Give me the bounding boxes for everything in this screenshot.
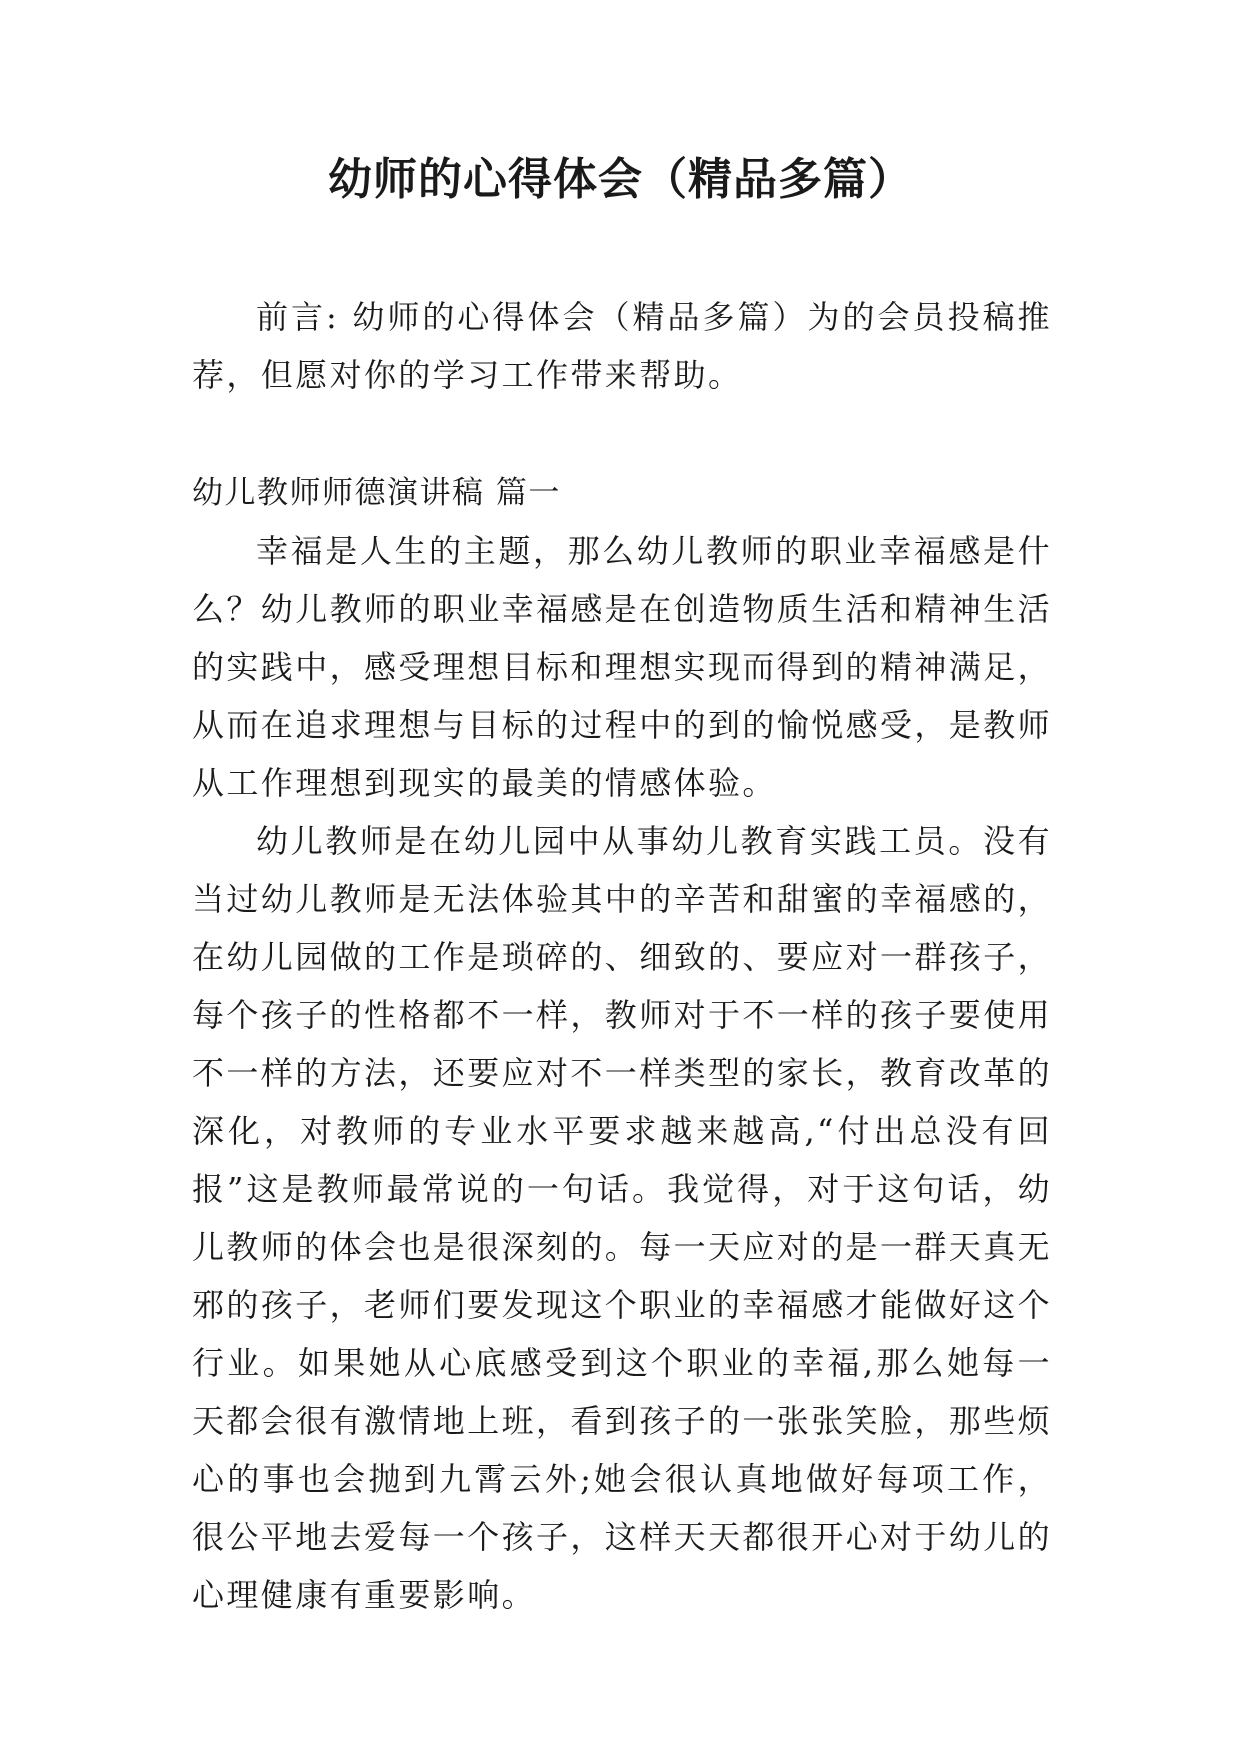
body-paragraph: 幸福是人生的主题，那么幼儿教师的职业幸福感是什么？幼儿教师的职业幸福感是在创造物质生活和精神生活的实践中，感受理想目标和理想实现而得到的精神满足，从而在追求理想与目标的过程中的到的愉悦感受，是教师从工作理想到现实的最美的情感体验。: [192, 532, 1053, 802]
body-paragraph: 幼儿教师是在幼儿园中从事幼儿教育实践工员。没有当过幼儿教师是无法体验其中的辛苦和甜蜜的幸福感的，在幼儿园做的工作是琐碎的、细致的、要应对一群孩子，每个孩子的性格都不一样，教师对于不一样的孩子要使用不一样的方法，还要应对不一样类型的家长，教育改革的深化，对教师的专业水平要求越来越高,“付出总没有回报”这是教师最常说的一句话。我觉得，对于这句话，幼儿教师的体会也是很深刻的。每一天应对的是一群天真无邪的孩子，老师们要发现这个职业的幸福感才能做好这个行业。如果她从心底感受到这个职业的幸福,那么她每一天都会很有激情地上班，看到孩子的一张张笑脸，那些烦心的事也会抛到九霄云外;她会很认真地做好每项工作，很公平地去爱每一个孩子，这样天天都很开心对于幼儿的心理健康有重要影响。: [192, 822, 1053, 1614]
section-heading: 幼儿教师师德演讲稿 篇一: [192, 475, 561, 511]
section-block: [192, 464, 1052, 1624]
preface-block: [192, 288, 1052, 404]
preface-text: 前言: 幼师的心得体会（精品多篇）为的会员投稿推荐，但愿对你的学习工作带来帮助。: [192, 298, 1052, 394]
document-title: 幼师的心得体会（精品多篇）: [328, 154, 913, 205]
